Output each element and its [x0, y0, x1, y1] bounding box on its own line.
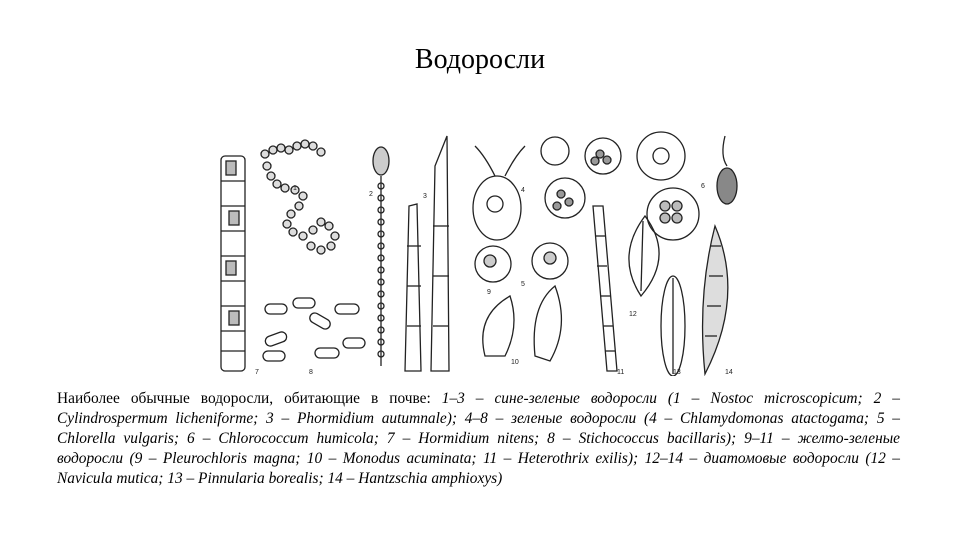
- figure-caption: [57, 389, 900, 489]
- figure-label-3: 3: [423, 193, 427, 200]
- figure-label-14: 14: [725, 369, 733, 376]
- figure-label-10: 10: [511, 359, 519, 366]
- slide-title: Водоросли: [414, 44, 546, 75]
- chlamydomonas-4: [473, 146, 525, 240]
- hormidium-filament-7: [221, 156, 245, 371]
- heterothrix-11: [593, 206, 617, 371]
- figure-label-4: 4: [521, 187, 525, 194]
- hantzschia-14: [703, 226, 728, 374]
- figure-label-9: 9: [487, 289, 491, 296]
- figure-label-8: 8: [309, 369, 313, 376]
- figure-label-7: 7: [255, 369, 259, 376]
- figure-label-1: 1: [293, 185, 297, 192]
- monodus-10: [483, 286, 562, 361]
- phormidium-3: [405, 136, 449, 371]
- pinnularia-13: [661, 276, 685, 376]
- navicula-12: [629, 216, 659, 296]
- nostoc-chain-1: [261, 140, 339, 254]
- figure-label-2: 2: [369, 191, 373, 198]
- caption-body: 1–3 – сине-зеленые водоросли (1 – Nostoc microscopicum; 2 – Cylindrospermum licheniforme; 3 – Phormidium autumnale); 4–8 – зеленые водоросли (4 – Chlamydomonas atactogama; 5 – Chlorella vulgaris; 6 – Chlorococcum humicola; 7 – Hormidium nitens; 8 – Stichococcus bacillaris); 9–11 – желто-зеленые водоросли (9 – Pleurochloris magna; 10 – Monodus acuminata; 11 – Heterothrix exilis); 12–14 – диатомовые водоросли (12 – Navicula mutica; 13 – Pinnularia borealis; 14 – Hantzschia amphioxys): [57, 390, 900, 487]
- caption-lead: Наиболее обычные водоросли, обитающие в почве:: [57, 390, 431, 407]
- chlorella-5: [475, 243, 568, 282]
- figure-label-11: 11: [617, 369, 625, 376]
- figure-label-6: 6: [701, 183, 705, 190]
- figure-label-12: 12: [629, 311, 637, 318]
- algae-illustration: [205, 126, 745, 376]
- stichococcus-cells-8: [263, 298, 365, 361]
- cylindrospermum-2: [373, 147, 389, 366]
- figure-label-5: 5: [521, 281, 525, 288]
- figure-label-13: 13: [673, 369, 681, 376]
